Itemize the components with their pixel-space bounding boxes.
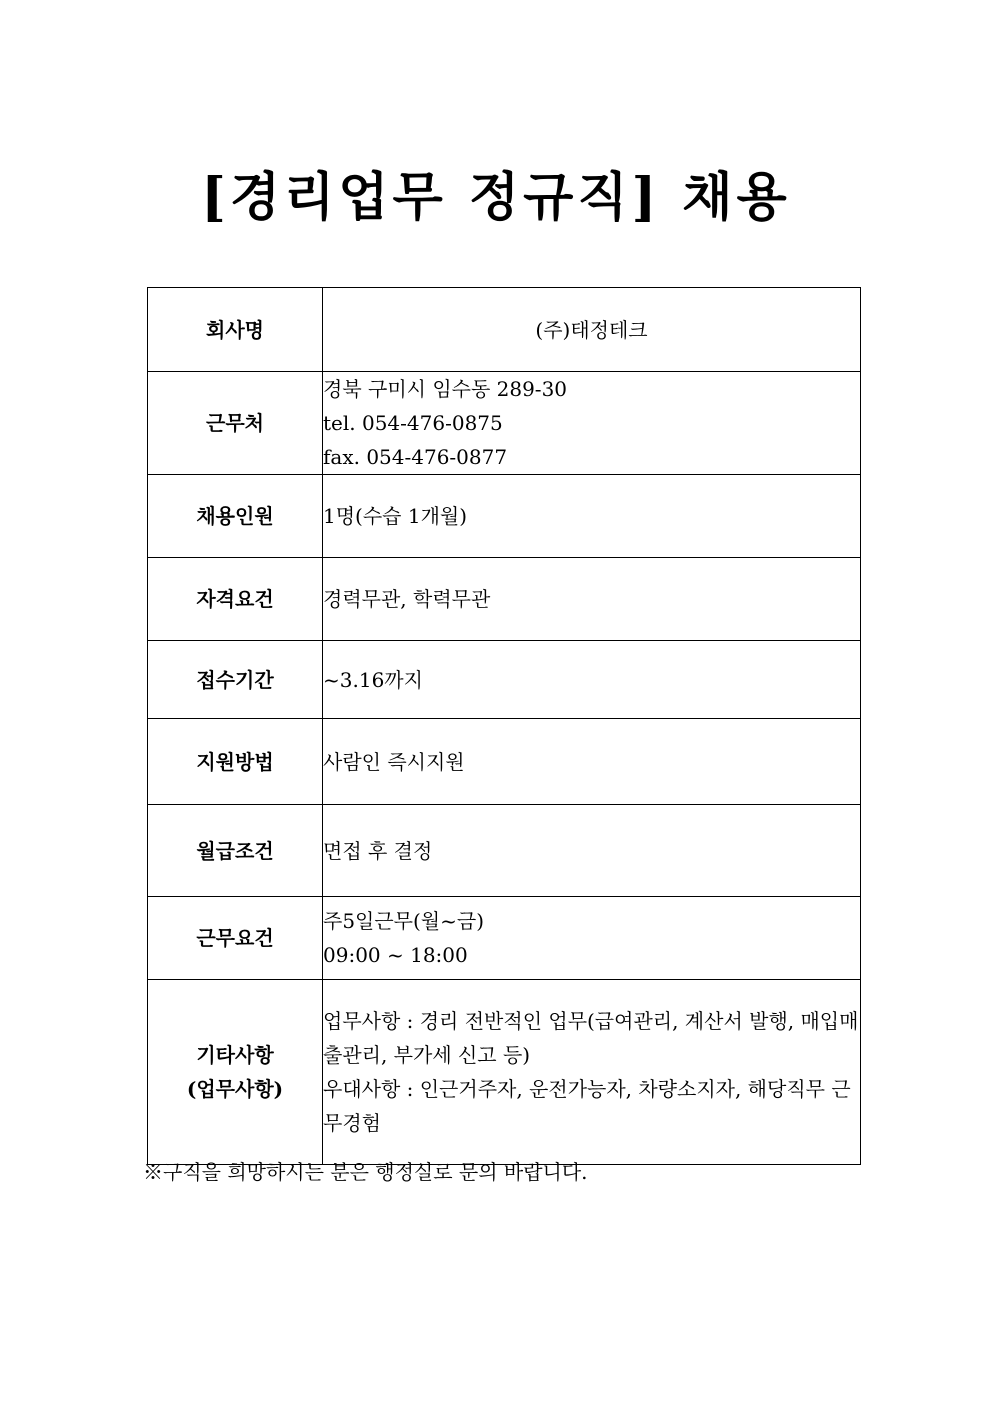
- label-qualifications: 자격요건: [148, 558, 323, 641]
- value-working-conditions: [323, 897, 861, 980]
- value-other-notes: [323, 980, 861, 1165]
- table-row-company: [148, 288, 861, 372]
- label-application-period: 접수기간: [148, 641, 323, 719]
- table-row-application-period: [148, 641, 861, 719]
- table-row-headcount: [148, 475, 861, 558]
- table-row-other-notes: [148, 980, 861, 1165]
- label-company-name: 회사명: [148, 288, 323, 372]
- workplace-address: 경북 구미시 임수동 289-30: [323, 377, 568, 401]
- table-row-qualifications: [148, 558, 861, 641]
- table-row-application-method: [148, 719, 861, 805]
- value-company-name: [323, 288, 861, 372]
- job-info-table: [147, 287, 861, 1165]
- footnote: ※구직을 희망하시는 분은 행정실로 문의 바랍니다.: [143, 1160, 588, 1184]
- application-method-text: 사람인 즉시지원: [323, 749, 465, 774]
- label-application-method: 지원방법: [148, 719, 323, 805]
- value-qualifications: [323, 558, 861, 641]
- label-workplace: 근무처: [148, 372, 323, 475]
- label-salary: 월급조건: [148, 805, 323, 897]
- preferred-qualifications-text: 우대사항 : 인근거주자, 운전가능자, 차량소지자, 해당직무 근무경험: [323, 1077, 851, 1135]
- table-row-workplace: [148, 372, 861, 475]
- label-other-notes-line-1: 기타사항: [196, 1043, 274, 1067]
- value-workplace: [323, 372, 861, 475]
- table-row-salary: [148, 805, 861, 897]
- working-hours-text: 09:00 ~ 18:00: [323, 943, 468, 967]
- label-other-notes: [148, 980, 323, 1165]
- company-name: (주)태정테크: [535, 317, 648, 342]
- working-days-text: 주5일근무(월~금): [323, 909, 485, 933]
- application-period-text: ~3.16까지: [323, 667, 423, 692]
- label-headcount: 채용인원: [148, 475, 323, 558]
- value-application-method: [323, 719, 861, 805]
- value-headcount: [323, 475, 861, 558]
- job-duties-text: 업무사항 : 경리 전반적인 업무(급여관리, 계산서 발행, 매입매출관리, 부가세 신고 등): [323, 1009, 859, 1067]
- value-application-period: [323, 641, 861, 719]
- page-title: [경리업무 정규직] 채용: [201, 167, 791, 228]
- workplace-tel: tel. 054-476-0875: [323, 411, 503, 435]
- workplace-fax: fax. 054-476-0877: [323, 445, 508, 469]
- label-other-notes-line-2: (업무사항): [186, 1077, 284, 1101]
- value-salary: [323, 805, 861, 897]
- headcount-text: 1명(수습 1개월): [323, 504, 468, 528]
- table-row-working-conditions: [148, 897, 861, 980]
- label-working-conditions: 근무요건: [148, 897, 323, 980]
- salary-text: 면접 후 결정: [323, 838, 433, 863]
- qualifications-text: 경력무관, 학력무관: [323, 587, 491, 611]
